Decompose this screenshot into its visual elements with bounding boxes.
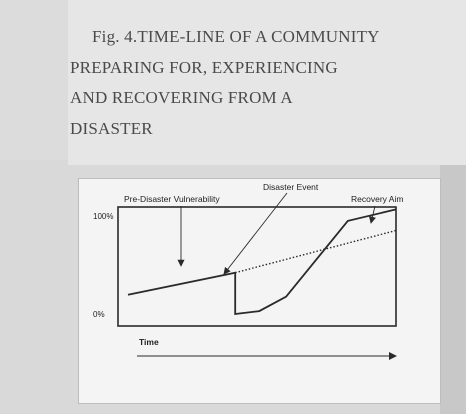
caption-line-4: DISASTER	[70, 118, 153, 138]
x-axis-label: Time	[139, 337, 159, 347]
annotation-disaster-event: Disaster Event	[263, 182, 319, 192]
y-tick-100: 100%	[93, 212, 114, 221]
plot-frame	[118, 207, 396, 326]
caption-line-1: Fig. 4.TIME-LINE OF A COMMUNITY	[92, 27, 380, 46]
caption-line-2: PREPARING FOR, EXPERIENCING	[70, 57, 338, 77]
pointer-disaster-event	[224, 193, 287, 274]
series-recovery-aim-dotted	[235, 231, 396, 273]
annotation-pre-disaster: Pre-Disaster Vulnerability	[124, 194, 220, 204]
y-tick-0: 0%	[93, 310, 105, 319]
annotation-recovery-aim: Recovery Aim	[351, 194, 404, 204]
caption-line-3: AND RECOVERING FROM A	[70, 88, 293, 107]
